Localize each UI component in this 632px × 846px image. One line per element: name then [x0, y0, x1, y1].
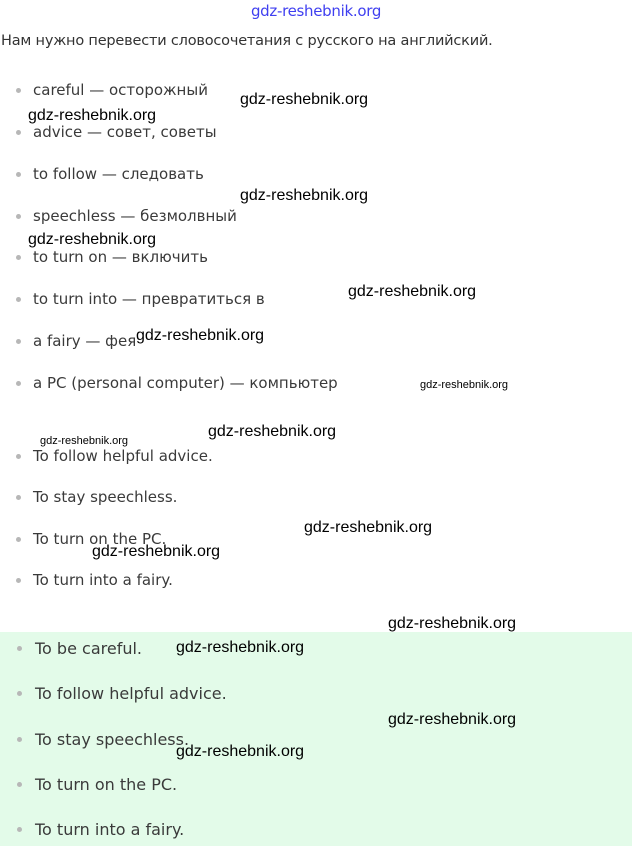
vocab-item: a PC (personal computer) — компьютер: [0, 372, 338, 394]
watermark: gdz-reshebnik.org: [208, 423, 337, 440]
intro-text: Нам нужно перевести словосочетания с русского на английский.: [1, 33, 493, 49]
bullet-icon: [17, 782, 22, 787]
bullet-icon: [16, 130, 21, 135]
watermark: gdz-reshebnik.org: [348, 283, 477, 300]
watermark: gdz-reshebnik.org: [240, 187, 369, 204]
bullet-icon: [17, 737, 22, 742]
bullet-icon: [17, 827, 22, 832]
answer-item: To stay speechless.: [0, 728, 189, 750]
vocab-item: advice — совет, советы: [0, 121, 217, 143]
watermark: gdz-reshebnik.org: [176, 639, 305, 656]
watermark: gdz-reshebnik.org: [136, 327, 265, 344]
bullet-icon: [16, 88, 21, 93]
phrase-item: To stay speechless.: [0, 486, 177, 508]
watermark: gdz-reshebnik.org: [420, 379, 509, 391]
site-watermark-header: gdz-reshebnik.org: [250, 2, 382, 20]
bullet-icon: [16, 214, 21, 219]
bullet-icon: [16, 495, 21, 500]
watermark: gdz-reshebnik.org: [240, 91, 369, 108]
bullet-icon: [16, 454, 21, 459]
watermark: gdz-reshebnik.org: [28, 107, 157, 124]
bullet-icon: [16, 297, 21, 302]
phrase-item: To turn on the PC.: [0, 528, 166, 550]
answer-item: To be careful.: [0, 637, 142, 659]
bullet-icon: [16, 578, 21, 583]
answer-item: To turn on the PC.: [0, 773, 177, 795]
vocab-item: a fairy — фея: [0, 330, 136, 352]
bullet-icon: [16, 339, 21, 344]
answer-item: To follow helpful advice.: [0, 682, 227, 704]
phrase-item: To turn into a fairy.: [0, 569, 173, 591]
vocab-item: speechless — безмолвный: [0, 205, 237, 227]
vocab-item: careful — осторожный: [0, 79, 208, 101]
watermark: gdz-reshebnik.org: [28, 231, 157, 248]
bullet-icon: [16, 381, 21, 386]
vocab-item: to turn on — включить: [0, 246, 208, 268]
vocab-item: to turn into — превратиться в: [0, 288, 265, 310]
vocab-item: to follow — следовать: [0, 163, 204, 185]
watermark: gdz-reshebnik.org: [388, 615, 517, 632]
bullet-icon: [16, 537, 21, 542]
watermark: gdz-reshebnik.org: [176, 743, 305, 760]
bullet-icon: [17, 691, 22, 696]
watermark: gdz-reshebnik.org: [304, 519, 433, 536]
bullet-icon: [16, 172, 21, 177]
bullet-icon: [16, 255, 21, 260]
answer-item: To turn into a fairy.: [0, 818, 184, 840]
watermark: gdz-reshebnik.org: [388, 711, 517, 728]
watermark: gdz-reshebnik.org: [92, 543, 221, 560]
phrase-item: To follow helpful advice.: [0, 445, 213, 467]
bullet-icon: [17, 646, 22, 651]
watermark: gdz-reshebnik.org: [40, 435, 129, 447]
